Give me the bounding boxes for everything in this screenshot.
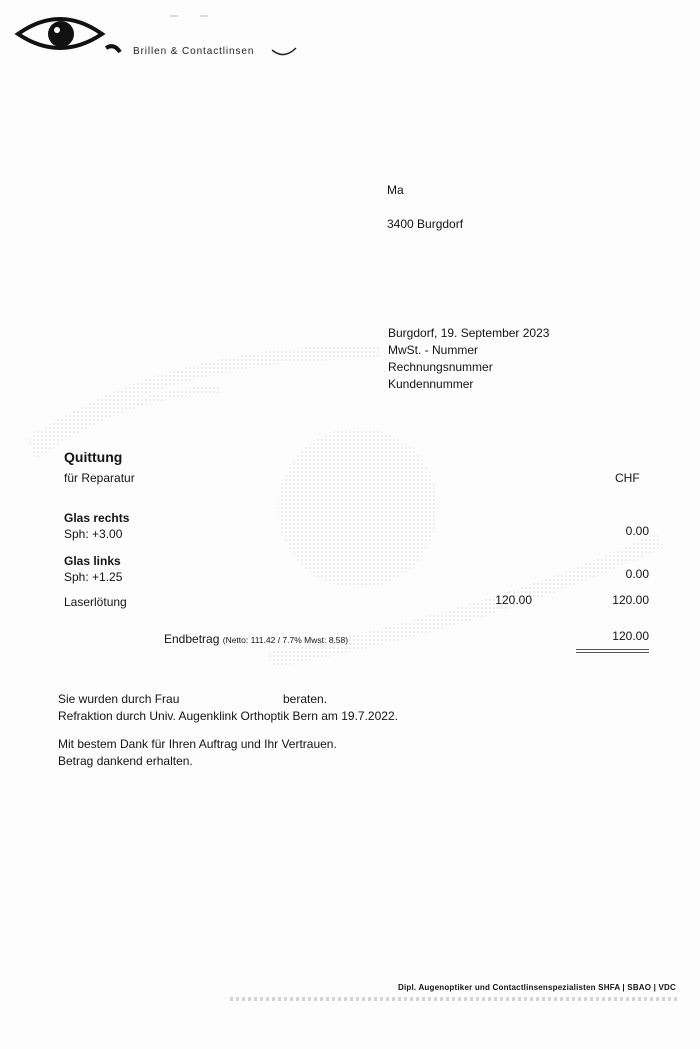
receipt-title: Quittung — [64, 449, 123, 465]
item-detail: Sph: +3.00 — [64, 527, 123, 541]
item-amount: 120.00 — [612, 593, 649, 607]
item-amount: 0.00 — [625, 567, 649, 581]
advised-suffix: beraten. — [283, 692, 328, 706]
footer-contact-line — [230, 997, 680, 1001]
eye-logo-icon — [14, 10, 304, 70]
recipient-city: 3400 Burgdorf — [387, 217, 464, 231]
total-rule — [576, 649, 649, 650]
item-name: Glas links — [64, 554, 121, 568]
total-tax-note: (Netto: 111.42 / 7.7% Mwst: 8.58) — [222, 635, 349, 645]
footer-credentials: Dipl. Augenoptiker und Contactlinsenspezialisten SHFA | SBAO | VDC — [397, 983, 676, 992]
document-date: Burgdorf, 19. September 2023 — [388, 326, 550, 340]
recipient-name: Ma — [387, 183, 404, 197]
eye-watermark-icon — [20, 330, 700, 680]
letterhead-tagline: Brillen & Contactlinsen — [133, 46, 255, 57]
total-amount: 120.00 — [612, 629, 649, 643]
vat-number-label: MwSt. - Nummer — [388, 343, 478, 357]
invoice-number-label: Rechnungsnummer — [388, 360, 493, 374]
currency-header: CHF — [615, 471, 640, 485]
item-amount: 0.00 — [625, 524, 649, 538]
item-detail: Sph: +1.25 — [64, 570, 123, 584]
customer-number-label: Kundennummer — [388, 377, 474, 391]
item-name: Laserlötung — [64, 595, 127, 609]
received-note: Betrag dankend erhalten. — [58, 754, 193, 768]
advised-prefix: Sie wurden durch Frau — [58, 692, 180, 706]
item-unit-price: 120.00 — [495, 593, 532, 607]
total-double-rule — [576, 652, 649, 653]
receipt-subtitle: für Reparatur — [64, 471, 135, 485]
item-name: Glas rechts — [64, 511, 130, 525]
refraction-note: Refraktion durch Univ. Augenklink Orthoptik Bern am 19.7.2022. — [58, 709, 398, 723]
total-label-text: Endbetrag — [164, 632, 220, 646]
total-label — [164, 632, 348, 646]
thanks-note: Mit bestem Dank für Ihren Auftrag und Ihr Vertrauen. — [58, 737, 337, 751]
